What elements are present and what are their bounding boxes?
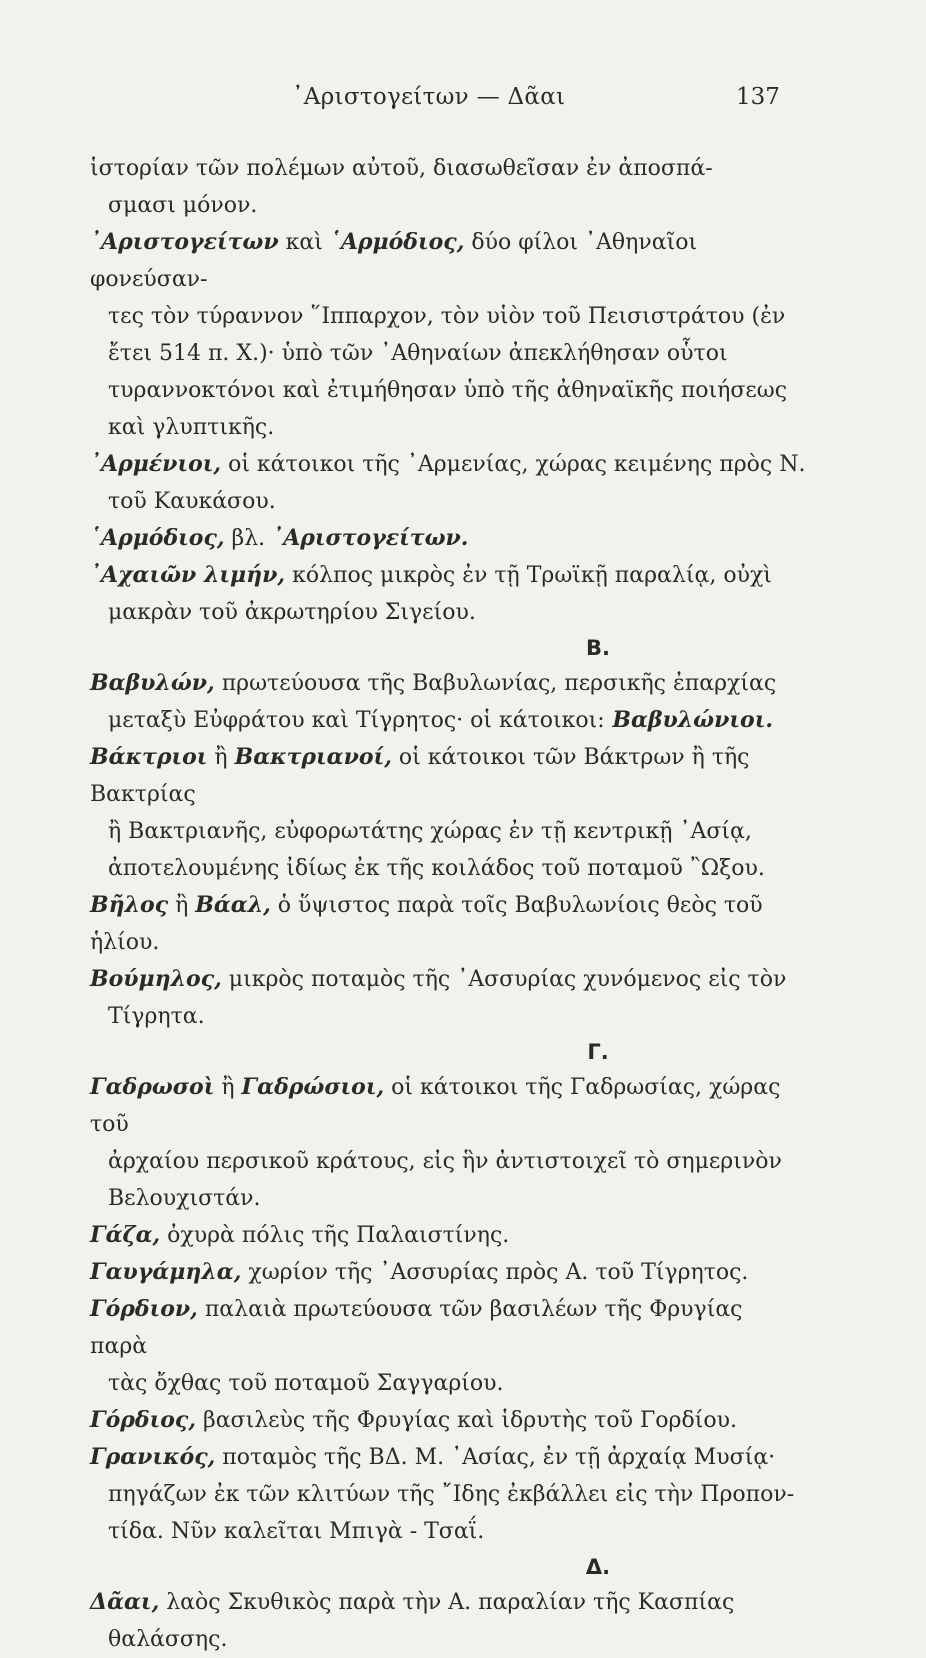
section-letter-d: Δ. bbox=[585, 1555, 611, 1579]
entry-line: ἱστορίαν τῶν πολέμων αὐτοῦ, διασωθεῖσαν ἐν ἀποσπά- bbox=[90, 156, 713, 181]
definition: ποταμὸς τῆς ΒΔ. Μ. ᾿Ασίας, ἐν τῇ ἀρχαίᾳ Μυσίᾳ· bbox=[215, 1445, 776, 1470]
derived-term: Βαβυλώνιοι. bbox=[604, 707, 774, 733]
lemma: Βῆλος bbox=[90, 892, 169, 918]
definition: δύο φίλοι ᾿Αθηναῖοι φονεύσαν- bbox=[90, 230, 698, 292]
definition: βλ. bbox=[224, 526, 273, 551]
entry-gordios bbox=[90, 1402, 806, 1439]
lemma: ᾿Αρμένιοι, bbox=[90, 451, 222, 477]
entry-line: πηγάζων ἐκ τῶν κλιτύων τῆς ῎Ιδης ἐκβάλλει εἰς τὴν Προπον- bbox=[108, 1482, 795, 1507]
lemma: Γρανικός, bbox=[90, 1444, 216, 1470]
running-head: ᾿Αριστογείτων — Δᾶαι bbox=[292, 84, 566, 110]
entry-line: Τίγρητα. bbox=[108, 1004, 205, 1029]
lemma: Γόρδιον, bbox=[90, 1296, 198, 1322]
definition: οἱ κάτοικοι τῆς ᾿Αρμενίας, χώρας κειμένης πρὸς Ν. bbox=[221, 452, 806, 477]
entry-granikos bbox=[90, 1439, 806, 1550]
entry-baktrioi bbox=[90, 739, 806, 887]
entry-gordion bbox=[90, 1291, 806, 1402]
definition: ὁ ὕψιστος παρὰ τοῖς Βαβυλωνίοις θεὸς τοῦ ἡλίου. bbox=[90, 893, 763, 955]
entry-daai bbox=[90, 1584, 806, 1658]
entry-gaugamela bbox=[90, 1254, 806, 1291]
definition: χωρίον τῆς ᾿Ασσυρίας πρὸς Α. τοῦ Τίγρητος. bbox=[241, 1260, 749, 1285]
lemma: Γαδρώσιοι, bbox=[241, 1074, 385, 1100]
entry-line: τες τὸν τύραννον ῞Ιππαρχον, τὸν υἱὸν τοῦ Πεισιστράτου (ἐν bbox=[108, 304, 786, 329]
entry-line: ἀποτελουμένης ἰδίως ἐκ τῆς κοιλάδος τοῦ ποταμοῦ ῍Ωξου. bbox=[108, 856, 765, 881]
cross-reference: ᾿Αριστογείτων. bbox=[272, 525, 469, 551]
lemma: Βάαλ, bbox=[195, 892, 271, 918]
lemma: ᾿Αχαιῶν λιμήν, bbox=[90, 562, 286, 588]
entry-line: σμασι μόνον. bbox=[108, 193, 258, 218]
entry-line-wrap bbox=[90, 702, 806, 739]
definition: οἱ κάτοικοι τῶν Βάκτρων ἢ τῆς Βακτρίας bbox=[90, 745, 750, 807]
definition: ὀχυρὰ πόλις τῆς Παλαιστίνης. bbox=[160, 1223, 510, 1248]
entry-line: τὰς ὄχθας τοῦ ποταμοῦ Σαγγαρίου. bbox=[108, 1371, 504, 1396]
definition: παλαιὰ πρωτεύουσα τῶν βασιλέων τῆς Φρυγίας παρὰ bbox=[90, 1297, 743, 1359]
lemma: Βούμηλος, bbox=[90, 966, 222, 992]
lemma: Γόρδιος, bbox=[90, 1407, 196, 1433]
lemma: Βαβυλών, bbox=[90, 670, 215, 696]
lemma: Γάζα, bbox=[90, 1222, 161, 1248]
entry-line: θαλάσσης. bbox=[108, 1627, 228, 1652]
lemma: ῾Αρμόδιος, bbox=[90, 525, 225, 551]
entry-babylon bbox=[90, 665, 806, 739]
entry-line: μακρὰν τοῦ ἀκρωτηρίου Σιγείου. bbox=[108, 600, 476, 625]
entry-achaion-limen bbox=[90, 557, 806, 631]
entry-armenioi bbox=[90, 446, 806, 520]
entry-gaza bbox=[90, 1217, 806, 1254]
connector: ἢ bbox=[207, 745, 235, 770]
entry-line: Βελουχιστάν. bbox=[108, 1186, 261, 1211]
definition: κόλπος μικρὸς ἐν τῇ Τρωϊκῇ παραλίᾳ, οὐχὶ bbox=[285, 563, 772, 588]
entry-line: τίδα. Νῦν καλεῖται Μπιγὰ - Τσαΐ. bbox=[108, 1519, 485, 1544]
entry-line: ἀρχαίου περσικοῦ κράτους, εἰς ἣν ἀντιστοιχεῖ τὸ σημερινὸν bbox=[108, 1149, 782, 1174]
lemma: Γαυγάμηλα, bbox=[90, 1259, 242, 1285]
connector: ἢ bbox=[168, 893, 196, 918]
definition: λαὸς Σκυθικὸς παρὰ τὴν Α. παραλίαν τῆς Κασπίας bbox=[159, 1590, 735, 1615]
definition: βασιλεὺς τῆς Φρυγίας καὶ ἱδρυτὴς τοῦ Γορδίου. bbox=[195, 1408, 737, 1433]
entry-line: μεταξὺ Εὐφράτου καὶ Τίγρητος· οἱ κάτοικοι: bbox=[108, 708, 605, 733]
definition: πρωτεύουσα τῆς Βαβυλωνίας, περσικῆς ἐπαρχίας bbox=[214, 671, 777, 696]
entry-line: καὶ γλυπτικῆς. bbox=[108, 415, 275, 440]
entry-harmodios bbox=[90, 520, 806, 557]
entry-line: τοῦ Καυκάσου. bbox=[108, 489, 276, 514]
section-letter-b: Β. bbox=[586, 636, 610, 660]
connector: καὶ bbox=[278, 230, 330, 255]
connector: ἢ bbox=[214, 1075, 242, 1100]
entry-continuation bbox=[90, 150, 806, 224]
entry-boumelos bbox=[90, 961, 806, 1035]
entry-line: τυραννοκτόνοι καὶ ἐτιμήθησαν ὑπὸ τῆς ἀθηναϊκῆς ποιήσεως bbox=[108, 378, 788, 403]
lemma: Δᾶαι, bbox=[90, 1589, 160, 1615]
lemma: Βακτριανοί, bbox=[234, 744, 392, 770]
lemma: ῾Αρμόδιος, bbox=[329, 229, 465, 255]
lemma: Βάκτριοι bbox=[90, 744, 208, 770]
entry-aristogeiton bbox=[90, 224, 806, 446]
entry-line: ἔτει 514 π. Χ.)· ὑπὸ τῶν ᾿Αθηναίων ἀπεκλήθησαν οὗτοι bbox=[108, 341, 728, 366]
section-letter-g: Γ. bbox=[587, 1040, 609, 1064]
lemma: Γαδρωσοὶ bbox=[90, 1074, 215, 1100]
entry-line: ἢ Βακτριανῆς, εὐφορωτάτης χώρας ἐν τῇ κεντρικῇ ᾿Ασίᾳ, bbox=[108, 819, 752, 844]
definition: οἱ κάτοικοι τῆς Γαδρωσίας, χώρας τοῦ bbox=[90, 1075, 781, 1137]
definition: μικρὸς ποταμὸς τῆς ᾿Ασσυρίας χυνόμενος εἰς τὸν bbox=[221, 967, 787, 992]
page-number: 137 bbox=[736, 84, 780, 110]
lemma: ᾿Αριστογείτων bbox=[90, 229, 279, 255]
entry-belos bbox=[90, 887, 806, 961]
entry-gadrosoi bbox=[90, 1069, 806, 1217]
page-body bbox=[90, 150, 806, 1658]
